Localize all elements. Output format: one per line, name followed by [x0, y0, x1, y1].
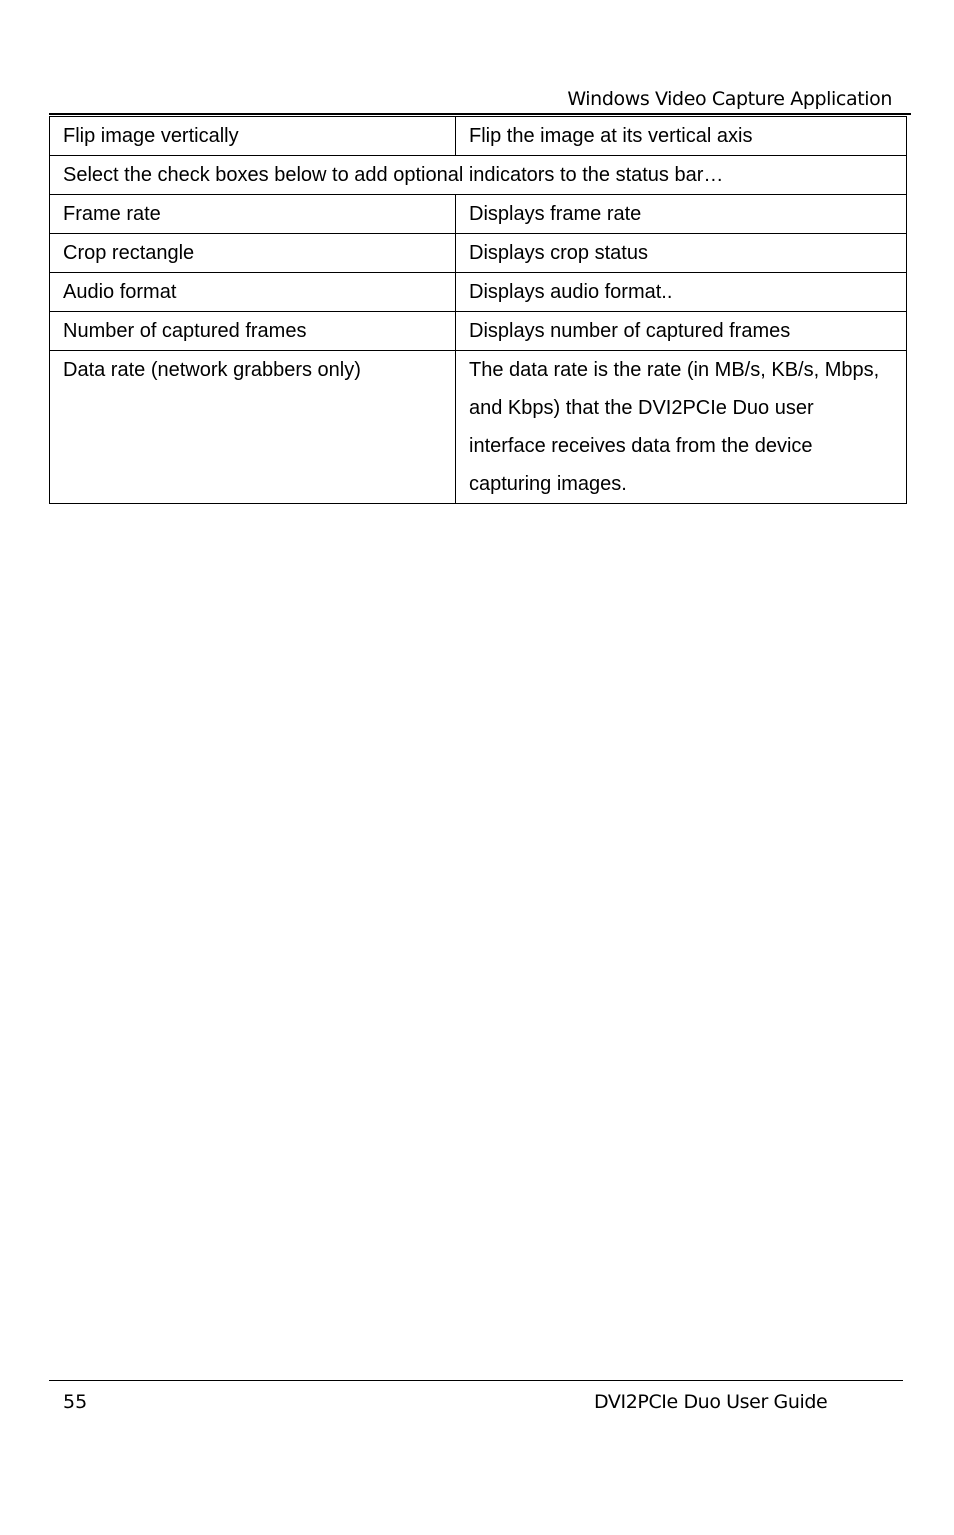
setting-name-cell: Data rate (network grabbers only): [50, 351, 456, 504]
setting-description-cell: Flip the image at its vertical axis: [456, 117, 907, 156]
setting-description-cell: The data rate is the rate (in MB/s, KB/s, Mbps, and Kbps) that the DVI2PCIe Duo user interface receives data from the device capturing images.: [456, 351, 907, 504]
section-note-cell: Select the check boxes below to add optional indicators to the status bar…: [50, 156, 907, 195]
header-divider: [49, 113, 911, 115]
setting-name-cell: Flip image vertically: [50, 117, 456, 156]
table-row: [50, 195, 907, 234]
table-row: [50, 117, 907, 156]
setting-description-cell: Displays audio format..: [456, 273, 907, 312]
setting-description-cell: Displays crop status: [456, 234, 907, 273]
setting-name-cell: Frame rate: [50, 195, 456, 234]
setting-description-cell: Displays number of captured frames: [456, 312, 907, 351]
setting-name-cell: Audio format: [50, 273, 456, 312]
setting-name-cell: Crop rectangle: [50, 234, 456, 273]
table-row: [50, 156, 907, 195]
table-row: [50, 312, 907, 351]
settings-description-table: [49, 116, 907, 504]
running-header-title: Windows Video Capture Application: [567, 88, 892, 110]
setting-name-cell: Number of captured frames: [50, 312, 456, 351]
footer-guide-title: DVI2PCIe Duo User Guide: [594, 1391, 828, 1413]
table-row: [50, 273, 907, 312]
setting-description-cell: Displays frame rate: [456, 195, 907, 234]
page-number: 55: [63, 1391, 88, 1413]
table-row: [50, 234, 907, 273]
table-row: [50, 351, 907, 504]
footer-divider: [49, 1380, 903, 1381]
